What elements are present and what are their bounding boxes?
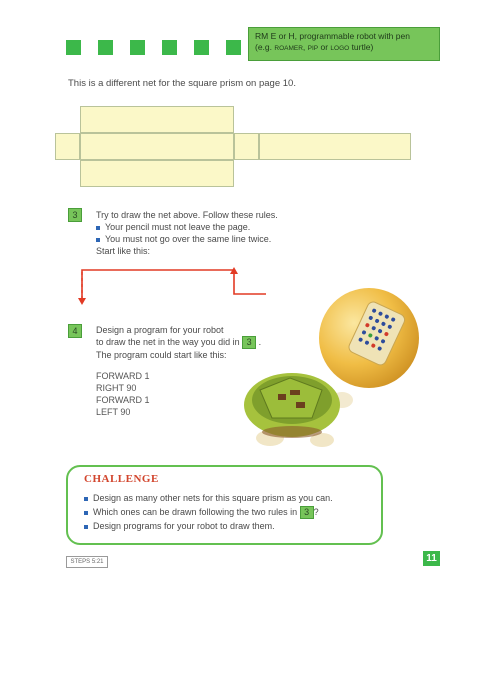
- section-4-line: [96, 336, 261, 349]
- challenge-item: [84, 519, 333, 533]
- green-square: [162, 40, 177, 55]
- bullet-icon: [84, 525, 88, 529]
- challenge-box: [66, 465, 383, 545]
- rule-item: [96, 233, 278, 245]
- tag-pip: PIP: [307, 45, 319, 52]
- green-square: [194, 40, 209, 55]
- tag-roamer: ROAMER: [274, 45, 303, 52]
- bullet-icon: [84, 511, 88, 515]
- turtle-robot-image: [230, 360, 355, 455]
- section-4-text: [96, 324, 261, 361]
- challenge-item: [84, 491, 333, 505]
- net-face-bottom: [80, 160, 234, 187]
- start-path-diagram: [70, 262, 275, 306]
- section-3-text: [96, 209, 278, 257]
- program-line: FORWARD 1: [96, 371, 150, 381]
- tag-line-1: RM E or H, programmable robot with pen: [255, 31, 410, 41]
- challenge-item-text: Which ones can be drawn following the two rules in: [93, 507, 298, 517]
- section-3-number: 3: [68, 208, 82, 222]
- net-face-right-end: [234, 133, 259, 160]
- arrow-down-icon: [78, 298, 86, 305]
- bullet-icon: [96, 238, 100, 242]
- challenge-item: [84, 505, 333, 519]
- bullet-icon: [84, 497, 88, 501]
- bullet-icon: [96, 226, 100, 230]
- tag-logo: LOGO: [330, 45, 350, 52]
- start-text: Start like this:: [96, 246, 151, 256]
- challenge-title: CHALLENGE: [84, 473, 159, 485]
- green-square: [98, 40, 113, 55]
- intro-text: This is a different net for the square prism on page 10.: [68, 78, 296, 89]
- section-ref-3: 3: [300, 506, 314, 519]
- net-face-top: [80, 106, 234, 133]
- tag-text: or: [318, 42, 331, 52]
- challenge-items: [84, 491, 333, 533]
- resource-tag: [248, 27, 440, 61]
- tag-text: turtle): [349, 42, 374, 52]
- rule-text: You must not go over the same line twice.: [105, 234, 272, 244]
- steps-reference: STEPS 5:21: [66, 556, 108, 568]
- start-path-line: [82, 270, 266, 298]
- section-4-text-part: to draw the net in the way you did in: [96, 337, 240, 347]
- section-4-number: 4: [68, 324, 82, 338]
- green-square: [66, 40, 81, 55]
- green-square: [226, 40, 241, 55]
- tag-line-2: [255, 42, 433, 54]
- rule-text: Your pencil must not leave the page.: [105, 222, 251, 232]
- challenge-item-text: ?: [313, 507, 319, 517]
- tag-text: (e.g.: [255, 42, 275, 52]
- rule-item: [96, 221, 278, 233]
- page-number: 11: [423, 551, 440, 566]
- net-face-left-end: [55, 133, 80, 160]
- program-line: LEFT 90: [96, 407, 131, 417]
- tag-text: ,: [302, 42, 308, 52]
- net-face-far-right: [259, 133, 411, 160]
- section-3-line: Try to draw the net above. Follow these rules.: [96, 210, 278, 220]
- green-square-row: [66, 40, 241, 55]
- program-line: RIGHT 90: [96, 383, 137, 393]
- section-ref-3: 3: [242, 336, 256, 349]
- program-line: FORWARD 1: [96, 395, 150, 405]
- challenge-item-text: Design programs for your robot to draw them.: [93, 521, 275, 532]
- section-4-line: Design a program for your robot: [96, 325, 224, 335]
- green-square: [130, 40, 145, 55]
- challenge-item-text: Design as many other nets for this square prism as you can.: [93, 493, 333, 503]
- program-listing: [96, 370, 150, 418]
- section-4-line: The program could start like this:: [96, 350, 227, 361]
- section-4-text-part: .: [258, 337, 262, 347]
- net-face-middle: [80, 133, 234, 160]
